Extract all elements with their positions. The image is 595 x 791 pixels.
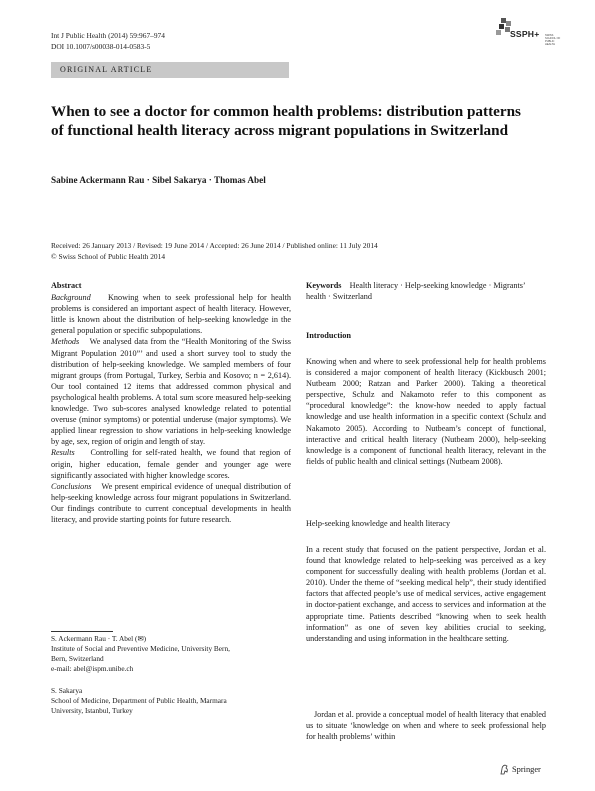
abstract-methods bbox=[51, 336, 291, 447]
conclusions-label: Conclusions bbox=[51, 481, 92, 491]
keywords-label: Keywords bbox=[306, 281, 342, 290]
springer-horse-icon bbox=[499, 764, 509, 775]
introduction-paragraph-2: In a recent study that focused on the patient perspective, Jordan et al. found that knowledge related to help-seeking was perceived as a key component for successfully dealing with health problems (Jordan et al. 2010). Under the theme of “seeking medical help”, their study identified factors that affected people’s use of medical services, active engagement in doctor-patient exchange, and access to services and information at the appropriate time. Patients described “knowing when to seek health information” as one of seven key abilities crucial to seeking, understanding and using information in the healthcare setting. bbox=[306, 545, 546, 643]
ssph-logo-text: SSPH+ bbox=[510, 29, 540, 39]
methods-label: Methods bbox=[51, 337, 80, 347]
affiliation-2 bbox=[51, 686, 291, 716]
abstract-conclusions bbox=[51, 481, 291, 525]
copyright: © Swiss School of Public Health 2014 bbox=[51, 251, 166, 261]
article-type-bar bbox=[51, 62, 289, 78]
authors: Sabine Ackermann Rau · Sibel Sakarya · Thomas Abel bbox=[51, 175, 266, 185]
keywords bbox=[306, 280, 546, 302]
conclusions-text: We present empirical evidence of unequal distribution of help-seeking knowledge across four migrant populations in Switzerland. Our findings contribute to current conceptual developments in health literacy, and provide starting points for future research. bbox=[51, 481, 291, 524]
affiliation-1 bbox=[51, 634, 291, 674]
affiliation-1-names: S. Ackermann Rau · T. Abel (✉) bbox=[51, 634, 147, 643]
journal-citation: Int J Public Health (2014) 59:967–974 bbox=[51, 31, 165, 40]
introduction-heading: Introduction bbox=[306, 331, 352, 340]
article-type: ORIGINAL ARTICLE bbox=[60, 65, 153, 74]
affiliation-2-institution: School of Medicine, Department of Public Health, Marmara bbox=[51, 696, 227, 705]
background-label: Background bbox=[51, 293, 91, 303]
springer-logo bbox=[499, 764, 541, 775]
affiliation-1-city: Bern, Switzerland bbox=[51, 654, 104, 663]
journal-meta bbox=[51, 30, 165, 52]
history-dates bbox=[51, 241, 551, 262]
publication-dates: Received: 26 January 2013 / Revised: 19 June 2014 / Accepted: 26 June 2014 / Published online: 11 July 2014 bbox=[51, 241, 378, 250]
affiliation-2-names: S. Sakarya bbox=[51, 686, 83, 695]
methods-text: We analysed data from the “Health Monitoring of the Swiss Migrant Population 2010”’ and used a short survey tool to study the distribution of help-seeking knowledge. We sampled members of four migrant groups (from Portugal, Turkey, Serbia and Kosovo; n = 2,614). Our tool contained 12 items that addressed common physical and psychological health problems. A total sum score measured help-seeking knowledge. Two sub-scores analysed knowledge related to potential overuse (minor symptoms) or potential underuse (major symptoms). We applied linear regression to show variations in help-seeking knowledge by age, sex, region of origin and length of stay. bbox=[51, 337, 291, 447]
affiliation-2-city: University, Istanbul, Turkey bbox=[51, 706, 133, 715]
help-seeking-subheading: Help-seeking knowledge and health literacy bbox=[306, 519, 451, 528]
keywords-text: Health literacy · Help-seeking knowledge · Migrants’ health · Switzerland bbox=[306, 281, 526, 302]
publisher-name: Springer bbox=[512, 765, 541, 774]
abstract-heading: Abstract bbox=[51, 281, 82, 290]
introduction-paragraph-3: Jordan et al. provide a conceptual model of health literacy that enabled us to situate ‘knowledge on when and where to seek professional help for health problems’ within bbox=[306, 710, 546, 742]
introduction-paragraph-1: Knowing when and where to seek professional help for health problems is considered a major component of health literacy (Kickbusch 2001; Nutbeam 2000; Ratzan and Parker 2000). Taking a theoretical perspective, Schulz and Nakamoto refer to this component as “procedural knowledge”: the know-how needed to apply factual knowledge and use health information in a specific context (Schulz and Nakamoto 2005). According to Nutbeam’s concept of functional, interactive and critical health literacy (Nutbeam 2000), help-seeking knowledge is a component of functional health literacy, relevant in the fields of public health and clinical settings (Nutbeam 2008). bbox=[306, 357, 546, 466]
background-text: Knowing when to seek professional help for health problems is considered an important aspect of health literacy. However, little is known about the distribution of help-seeking knowledge in the general population or specific subpopulations. bbox=[51, 293, 292, 336]
affiliation-1-email[interactable]: e-mail: abel@ispm.unibe.ch bbox=[51, 664, 134, 673]
abstract bbox=[51, 280, 291, 525]
journal-doi: DOI 10.1007/s00038-014-0583-5 bbox=[51, 42, 151, 51]
results-text: Controlling for self-rated health, we found that region of origin, higher education, female gender and younger age were significantly associated with higher knowledge scores. bbox=[51, 448, 292, 480]
article-title: When to see a doctor for common health problems: distribution patterns of functional health literacy across migrant populations in Switzerland bbox=[51, 103, 521, 139]
results-label: Results bbox=[51, 448, 75, 458]
ssph-logo-subtitle: SWISS SCHOOL OF PUBLIC HEALTH bbox=[545, 34, 561, 46]
ssph-logo bbox=[493, 18, 563, 54]
affiliation-1-institution: Institute of Social and Preventive Medicine, University Bern, bbox=[51, 644, 230, 653]
abstract-background bbox=[51, 292, 291, 336]
affiliation-divider bbox=[51, 631, 113, 632]
abstract-results bbox=[51, 447, 291, 480]
